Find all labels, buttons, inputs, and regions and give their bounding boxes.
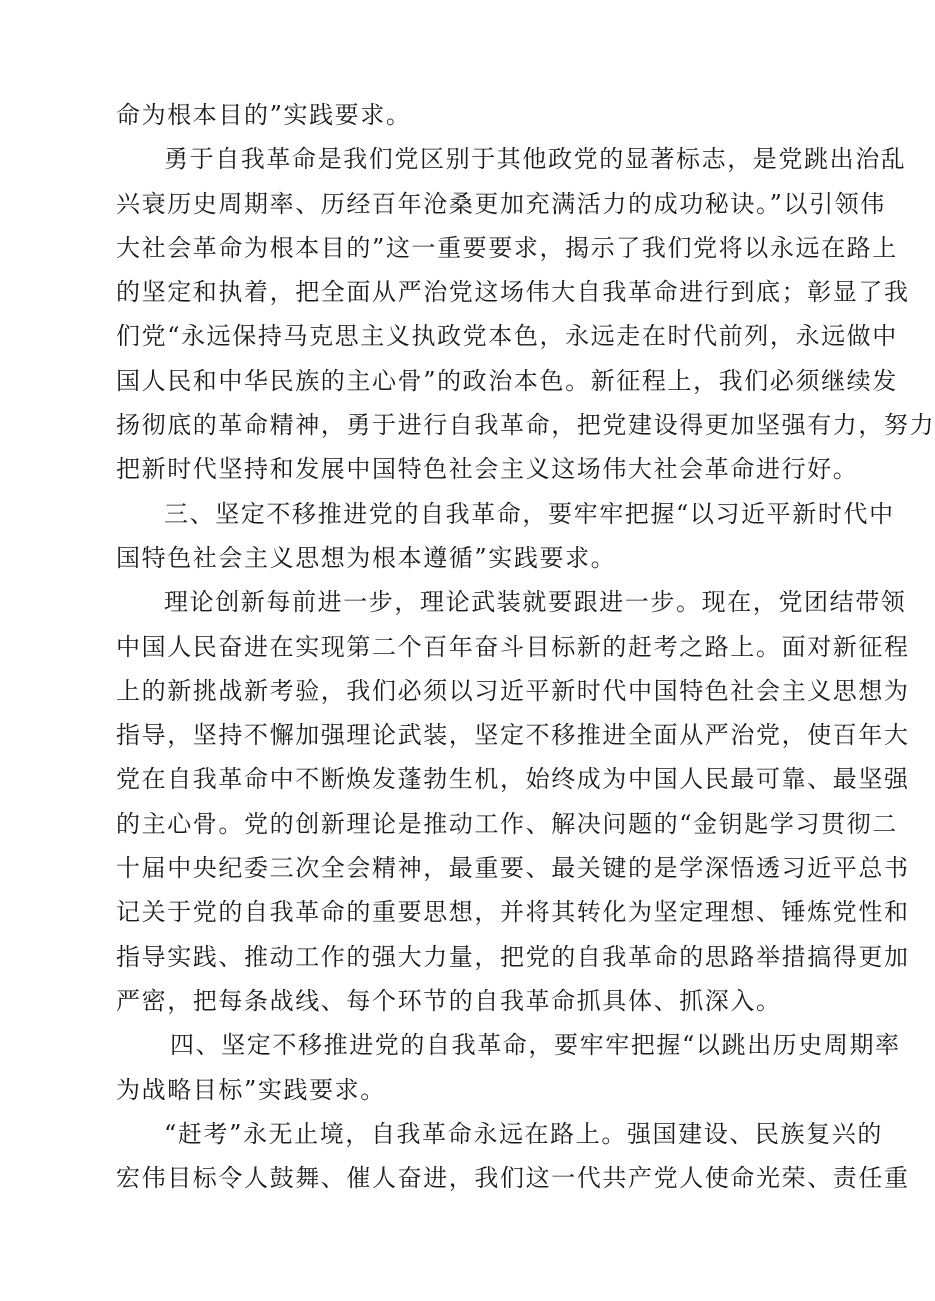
section-heading-4: 四、坚定不移推进党的自我革命，要牢牢把握“以跳出历史周期率 [170,1031,901,1060]
document-body [116,93,935,1200]
text-line: 的坚定和执着，把全面从严治党这场伟大自我革命进行到底；彰显了我 [116,278,910,307]
text-line: 扬彻底的革命精神，勇于进行自我革命，把党建设得更加坚强有力，努力 [116,411,935,440]
text-line: 上的新挑战新考验，我们必须以习近平新时代中国特色社会主义思想为 [116,676,910,705]
section-heading-3-cont: 国特色社会主义思想为根本遵循”实践要求。 [116,543,617,572]
text-line: 党在自我革命中不断焕发蓬勃生机，始终成为中国人民最可靠、最坚强 [116,765,910,794]
text-line: 十届中央纪委三次全会精神，最重要、最关键的是学深悟透习近平总书 [116,854,910,883]
text-line: 指导，坚持不懈加强理论武装，坚定不移推进全面从严治党，使百年大 [116,721,910,750]
text-line: 大社会革命为根本目的”这一重要要求，揭示了我们党将以永远在路上 [116,233,898,262]
text-line: 宏伟目标令人鼓舞、催人奋进，我们这一代共产党人使命光荣、责任重 [116,1164,910,1193]
text-line: 理论创新每前进一步，理论武装就要跟进一步。现在，党团结带领 [164,588,907,617]
text-line: “赶考”永无止境，自我革命永远在路上。强国建设、民族复兴的 [164,1119,883,1148]
text-line: 把新时代坚持和发展中国特色社会主义这场伟大社会革命进行好。 [116,455,859,484]
text-line: 勇于自我革命是我们党区别于其他政党的显著标志，是党跳出治乱 [164,145,907,174]
text-line: 记关于党的自我革命的重要思想，并将其转化为坚定理想、锤炼党性和 [116,898,910,927]
section-heading-3: 三、坚定不移推进党的自我革命，要牢牢把握“以习近平新时代中 [164,499,895,528]
text-line: 命为根本目的”实践要求。 [116,101,412,129]
text-line: 指导实践、推动工作的强大力量，把党的自我革命的思路举措搞得更加 [116,942,910,971]
text-line: 的主心骨。党的创新理论是推动工作、解决问题的“金钥匙学习贯彻二 [116,809,898,838]
section-heading-4-cont: 为战略目标”实践要求。 [116,1075,386,1104]
text-line: 中国人民奋进在实现第二个百年奋斗目标新的赶考之路上。面对新征程 [116,632,910,661]
text-line: 严密，把每条战线、每个环节的自我革命抓具体、抓深入。 [116,986,782,1015]
text-line: 国人民和中华民族的主心骨”的政治本色。新征程上，我们必须继续发 [116,366,898,395]
text-line: 们党“永远保持马克思主义执政党本色，永远走在时代前列，永远做中 [116,322,898,351]
text-line: 兴衰历史周期率、历经百年沧桑更加充满活力的成功秘诀。”以引领伟 [116,189,886,218]
